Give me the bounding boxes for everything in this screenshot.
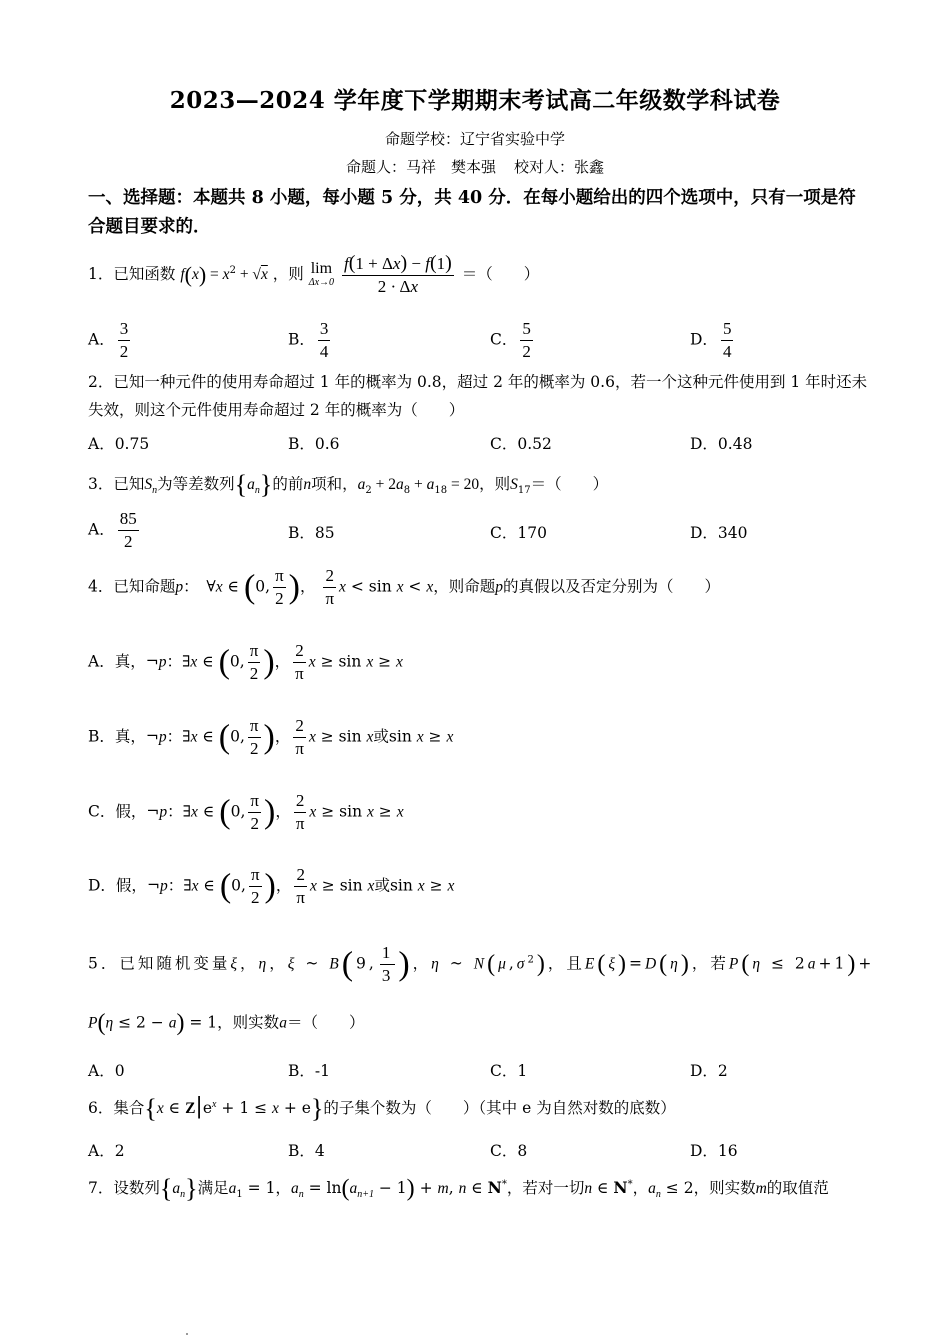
- q4-option-c[interactable]: C．假，¬p：∃x ∈ (0, $\frac{\pi}{2}$ )， $\frac{2}{\pi}$ x ≥ sin x ≥ x: [88, 791, 404, 833]
- question-5: 5．已知随机变量ξ，η，ξ ~ B(9, $\frac{1}{3}$ )，η ~ $N(\mu,\sigma^2)$，且E(ξ)=D(η)，若P(η ≤ 2a+1)+: [88, 943, 875, 985]
- q1-option-d[interactable]: D． $\frac{5}{4}$: [690, 319, 732, 361]
- q6-option-b[interactable]: B．4: [288, 1142, 325, 1160]
- q3-option-d[interactable]: D．340: [690, 524, 748, 542]
- q3-option-a[interactable]: A． $\frac{85}{2}$: [88, 509, 137, 551]
- section-heading: 一、选择题：本题共 8 小题，每小题 5 分，共 40 分．在每小题给出的四个选项中，只有一项是符合题目要求的．: [88, 188, 856, 237]
- q5-option-b[interactable]: B．-1: [288, 1062, 330, 1080]
- authors: 命题人：马祥 樊本强: [345, 158, 496, 176]
- q2-option-b[interactable]: B．0.6: [288, 435, 340, 453]
- author-line: [0, 156, 950, 177]
- q4-option-a[interactable]: A．真，¬p：∃x ∈ (0, $\frac{\pi}{2}$ )， $\frac{2}{\pi}$ x ≥ sin x ≥ x: [88, 641, 403, 683]
- page-speck: [186, 1333, 188, 1335]
- q3-option-c[interactable]: C．170: [490, 524, 547, 542]
- question-3: 3．已知$S_n$为等差数列$\{a_n\}$的前n项和，$a_2 + 2a_8 + a_{18} = 20$，则$S_{17}=$（ ）: [88, 470, 609, 499]
- q6-option-a[interactable]: A．2: [88, 1142, 125, 1160]
- question-6: 6．集合{x ∈ $Z|e^x + 1 \le x + e$}的子集个数为（ ）（其中 e 为自然对数的底数）: [88, 1094, 676, 1123]
- q3-option-b[interactable]: B．85: [288, 524, 335, 542]
- q1-option-c[interactable]: C． $\frac{5}{2}$: [490, 319, 531, 361]
- q5-option-d[interactable]: D．2: [690, 1062, 728, 1080]
- question-7: 7．设数列$\{a_n\}$满足$a_1 = 1$，$a_n = \ln(a_{n+1} - 1) + m$, n ∈ N*，若对一切n ∈ N*，$a_n \le 2$，则实数m的取值范: [88, 1174, 829, 1203]
- q2-option-c[interactable]: C．0.52: [490, 435, 552, 453]
- q4-option-d[interactable]: D．假，¬p：∃x ∈ (0, $\frac{\pi}{2}$ )， $\frac{2}{\pi}$ x ≥ sin x或sin x ≥ x: [88, 865, 455, 907]
- school-line: 命题学校：辽宁省实验中学: [384, 130, 565, 148]
- q4-option-b[interactable]: B．真，¬p：∃x ∈ (0, $\frac{\pi}{2}$ )， $\frac{2}{\pi}$ x ≥ sin x或sin x ≥ x: [88, 716, 454, 758]
- question-1: 1．已知函数 $f(x) = x^2 + √x$ ，则 lim Δx→0 $\frac{f(1 + \Delta x) - f(1)}{2 \cdot \Delta x}$ ＝（ ）: [88, 252, 540, 296]
- exam-title: 2023—2024 学年度下学期期末考试高二年级数学科试卷: [169, 87, 781, 114]
- proofreader: 校对人：张鑫: [514, 158, 605, 176]
- q5-option-c[interactable]: C．1: [490, 1062, 528, 1080]
- q6-option-c[interactable]: C．8: [490, 1142, 528, 1160]
- question-4: 4．已知命题p： ∀x ∈ (0, $\frac{\pi}{2}$ )， $\frac{2}{\pi}$ x < sin x < x，则命题p的真假以及否定分别为（ ）: [88, 566, 721, 608]
- q1-option-b[interactable]: B． $\frac{3}{4}$: [288, 319, 329, 361]
- q2-option-a[interactable]: A．0.75: [88, 435, 150, 453]
- q1-option-a[interactable]: A． $\frac{3}{2}$: [88, 319, 129, 361]
- question-5-line2: P(η ≤ 2 − a) = 1，则实数a＝（ ）: [88, 1010, 365, 1036]
- q5-option-a[interactable]: A．0: [88, 1062, 125, 1080]
- question-2: 2．已知一种元件的使用寿命超过 1 年的概率为 0.8，超过 2 年的概率为 0.6，若一个这种元件使用到 1 年时还未失效，则这个元件使用寿命超过 2 年的概率为（ ）: [88, 373, 868, 419]
- q2-option-d[interactable]: D．0.48: [690, 435, 753, 453]
- q6-option-d[interactable]: D．16: [690, 1142, 738, 1160]
